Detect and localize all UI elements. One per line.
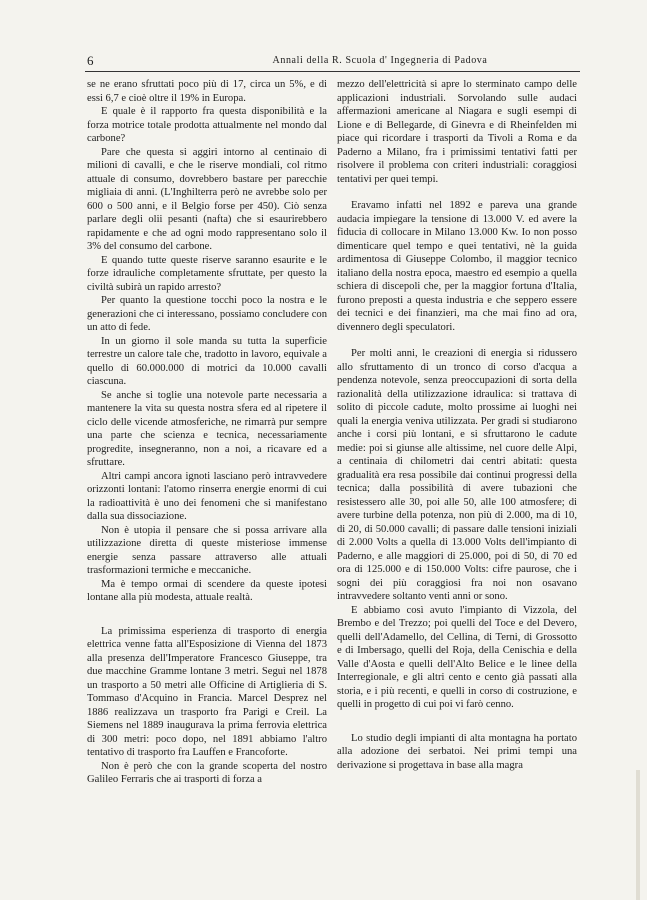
paragraph: Eravamo infatti nel 1892 e pareva una grande audacia impiegare la tensione di 13.000 V. ed avere la fiducia di collocare in Milano 13.000 Kw. Io non posso dimenticare quel tempo e quei tentativi, nè la guida ardimentosa di Giuseppe Colombo, il maggior tecnico italiano della nostra epoca, maestro ed esempio a quella schiera di discepoli che, per la maggior fortuna d'Italia, furono preposti a questa industria e che seppero essere dei tecnici e dei finanzieri, ma che mai fino ad ora, divennero degli speculatori. (337, 200, 577, 333)
paragraph: Non è utopia il pensare che si possa arrivare alla utilizzazione diretta di queste misteriose immense energie senza passare attraverso alle attuali trasformazioni termiche e meccaniche. (87, 524, 327, 576)
paragraph: E quando tutte queste riserve saranno esaurite e le forze idrauliche completamente sfruttate, per questo la civiltà subirà un rapido arresto? (87, 254, 327, 293)
paragraph: Non è però che con la grande scoperta del nostro Galileo Ferraris che ai trasporti di forza a (87, 760, 327, 785)
paragraph: In un giorno il sole manda su tutta la superficie terrestre un calore tale che, tradotto in lavoro, equivale a quello di 60.000.000 di motrici da 10.000 cavalli ciascuna. (87, 335, 327, 387)
paragraph: se ne erano sfruttati poco più di 17, circa un 5%, e di essi 6,7 e cioè oltre il 19% in Europa. (87, 79, 327, 104)
paragraph: Ma è tempo ormai di scendere da queste ipotesi lontane alla più modesta, attuale realtà. (87, 578, 327, 603)
paragraph: Pare che questa si aggiri intorno al centinaio di milioni di cavalli, e che le riserve mondiali, col ritmo attuale di consumo, dovrebbero bastare per parecchie migliaia di anni. (L'Inghilterra però ne avrebbe solo per 600 o 500 anni, e il Belgio forse per 450). Ciò senza parlare degli olii pesanti (nafta) che si esaurirebbero rapidamente e che ad ogni modo rappresentano solo il 3% del consumo del carbone. (87, 146, 327, 252)
paragraph: Altri campi ancora ignoti lasciano però intravvedere orizzonti lontani: l'atomo rinserra energie enormi di cui la radioattività è uno dei fenomeni che si manifestano dalla sua dissociazione. (87, 470, 327, 522)
right-column (337, 78, 577, 772)
paragraph: Se anche si toglie una notevole parte necessaria a mantenere la vita su questa nostra sfera ed al ripetere il ciclo delle vicende atmosferiche, ne rimarrà pur sempre una parte che scienza e tecnica, necessariamente progredite, insegneranno, non a noi, a ricavare ed a sfruttare. (87, 389, 327, 468)
paragraph: La primissima esperienza di trasporto di energia elettrica venne fatta all'Esposizione di Vienna del 1873 alla presenza dell'Imperatore Francesco Giuseppe, tra due macchine Gramme lontane 3 metri. Seguì nel 1878 un trasporto a 50 metri alle Officine di Artiglieria di S. Tommaso d'Acquino in Francia. Marcel Desprez nel 1886 realizzava un trasporto fra Parigi e Creil. La Siemens nel 1889 inaugurava la prima ferrovia elettrica di 300 metri: poco dopo, nel 1891 abbiamo l'altro tentativo di trasporto fra Lauffen e Francoforte. (87, 625, 327, 758)
left-column (87, 78, 327, 787)
header-rule (85, 71, 580, 72)
page-edge-shadow (636, 770, 640, 900)
page-number: 6 (87, 53, 94, 68)
paragraph: E quale è il rapporto fra questa disponibilità e la forza motrice totale prodotta attualmente nel mondo dal carbone? (87, 106, 327, 144)
paragraph: Per molti anni, le creazioni di energia si ridussero allo sfruttamento di un tronco di corso d'acqua a pendenza notevole, senza preoccupazioni di sorta della razionalità della utilizzazione idraulica: si trattava di solito di piccole cadute, molto prossime ai luoghi nei quali la energia veniva utilizzata. Per gradi si studiarono anche i corsi più lontani, e si sfruttarono le cadute medie: poi si giunse alle altissime, nel cuore delle Alpi, a centinaia di chilometri dai centri abitati: questa gradualità era resa possibile dai continui progressi della tecnica; dalla possibilità di avere tubazioni che resistessero alle 30, poi alle 50, alle 100 atmosfere; di avere turbine della potenza, non più di 2.000, ma di 10, di 20, di 50.000 cavalli; di passare dalle tensioni iniziali di 2.000 Volts a quella di 13.000 Volts dell'impianto di Paderno, e alle maggiori di 25.000, poi di 50, di 70 ed ora di 125.000 e di 150.000 Volts: cifre paurose, che i sogni dei più coraggiosi fra noi non osavano intravvedere soltanto venti anni or sono. (337, 348, 577, 602)
running-head: Annali della R. Scuola d' Ingegneria di Padova (272, 55, 488, 66)
paragraph: Per quanto la questione tocchi poco la nostra e le generazioni che ci interessano, possiamo concludere con un atto di fede. (87, 295, 327, 333)
paragraph: Lo studio degli impianti di alta montagna ha portato alla adozione dei serbatoi. Nei primi tempi una derivazione si progettava in base alla magra (337, 732, 577, 771)
paragraph: E abbiamo così avuto l'impianto di Vizzola, del Brembo e del Trezzo; poi quelli del Toce e del Devero, quelli dell'Adamello, del Cellina, di Terni, di Grossotto e di Imbersago, quelli del Roja, della Cenischia e della Valle d'Aosta e quelli dell'Alto Belice e le linee della Interregionale, e gli altri cento e cento già passati alla storia, e i più recenti, e quelli in corso di costruzione, e quelli in progetto di cui poi vi farò cenno. (337, 604, 577, 710)
paragraph: mezzo dell'elettricità si apre lo sterminato campo delle applicazioni industriali. Sorvolando sulle audaci affermazioni americane al Niagara e sugli esempi di Lione e di Bellegarde, di Ginevra e di Rheinfelden mi piace qui ricordare i trasporti da Tivoli a Roma e da Paderno a Milano, fra i primissimi tentativi fatti per risolvere il problema con criteri industriali: coraggiosi tentativi per quei tempi. (337, 79, 577, 185)
